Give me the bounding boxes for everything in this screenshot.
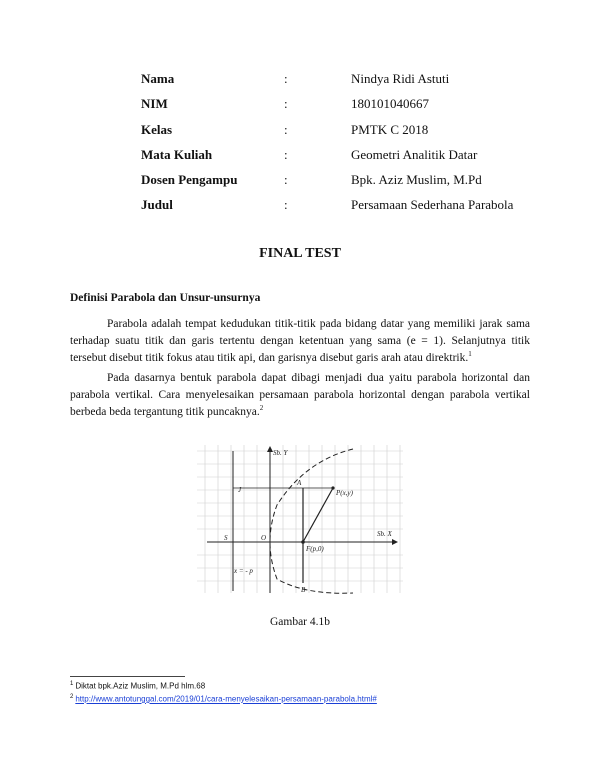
info-colon: : [284, 197, 288, 213]
info-value: PMTK C 2018 [351, 121, 429, 137]
s-point-label: S [224, 534, 228, 542]
mark-j-label: J [238, 486, 242, 494]
point-p-dot [331, 486, 334, 489]
focus-label: F(p,0) [306, 545, 324, 553]
y-axis-label: Sb. Y [273, 449, 288, 457]
info-label: Dosen Pengampu [141, 172, 238, 188]
paragraph-text: Pada dasarnya bentuk parabola dapat dibagi menjadi dua yaitu parabola horizontal dan parabola vertikal. Cara menyelesaikan persamaan parabola horizontal dengan parabola vertikal berbeda beda tergantung titik puncaknya. [70, 372, 530, 419]
figure-caption: Gambar 4.1b [269, 616, 331, 628]
footnote-text: Diktat bpk.Aziz Muslim, M.Pd hlm.68 [75, 681, 206, 691]
section-heading: Definisi Parabola dan Unsur-unsurnya [70, 292, 261, 304]
info-value: Persamaan Sederhana Parabola [351, 197, 514, 213]
info-value: Bpk. Aziz Muslim, M.Pd [351, 172, 482, 188]
point-a-label: A [297, 479, 302, 487]
origin-label: O [261, 534, 267, 542]
footnote-1 [70, 681, 205, 691]
footnote-number: 1 [70, 681, 74, 687]
info-colon: : [284, 96, 288, 112]
parabola-curve [270, 449, 353, 593]
info-label: NIM [141, 96, 168, 112]
focal-radius [303, 488, 333, 542]
grid [197, 445, 403, 593]
focus-point [301, 540, 305, 544]
x-axis-label: Sb. X [377, 530, 392, 538]
page-title: FINAL TEST [259, 246, 341, 261]
info-label: Mata Kuliah [141, 146, 213, 162]
info-colon: : [284, 146, 288, 162]
info-label: Judul [141, 197, 173, 213]
point-p-label: P(x,y) [336, 489, 353, 497]
info-colon: : [284, 172, 288, 188]
parabola-figure [195, 443, 405, 598]
footnote-2 [70, 694, 377, 704]
footnote-number: 2 [70, 694, 74, 700]
footnote-ref[interactable]: 2 [259, 404, 264, 413]
info-label: Nama [141, 71, 175, 86]
footnote-link[interactable]: http://www.antotunggal.com/2019/01/cara-menyelesaikan-persamaan-parabola.html# [75, 694, 377, 704]
paragraph-definition [70, 316, 530, 368]
info-value: Nindya Ridi Astuti [351, 71, 450, 86]
directrix-label: x = - p [234, 567, 253, 575]
info-colon: : [284, 121, 288, 137]
footnote-separator [70, 676, 185, 677]
point-b-label: B [301, 586, 306, 594]
paragraph-text: Parabola adalah tempat kedudukan titik-titik pada bidang datar yang memiliki jarak sama terhadap suatu titik dan garis tertentu dengan ketentuan yang sama (e = 1). Selanjutnya titik tersebut disebut titik fokus atau titik api, dan garisnya disebut garis arah atau direktrik. [70, 318, 530, 365]
info-colon: : [284, 71, 288, 86]
info-value: Geometri Analitik Datar [351, 146, 478, 162]
info-value: 180101040667 [351, 96, 429, 112]
paragraph-types [70, 370, 530, 422]
footnote-ref[interactable]: 1 [468, 350, 472, 359]
info-label: Kelas [141, 121, 173, 137]
